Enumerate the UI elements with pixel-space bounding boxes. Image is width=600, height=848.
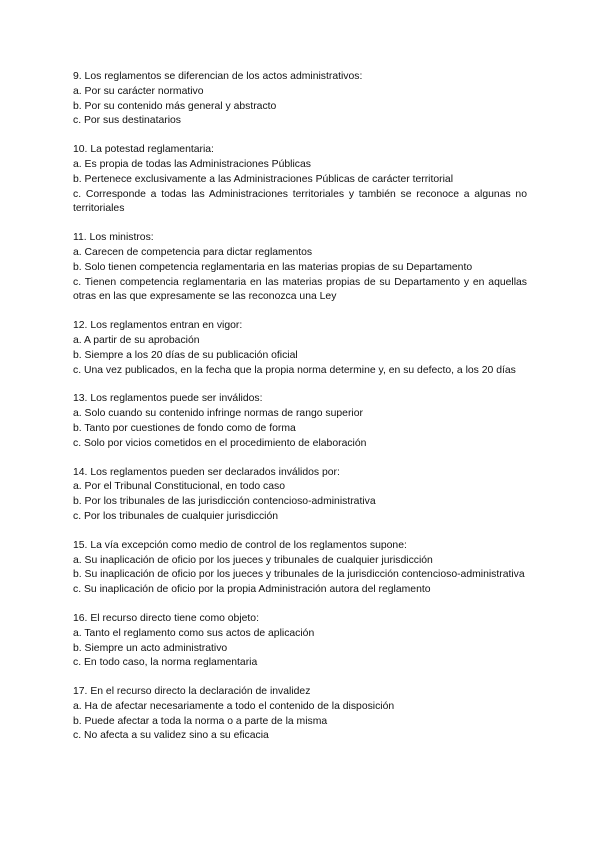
answer-option-a: a. Carecen de competencia para dictar reglamentos bbox=[73, 246, 313, 258]
question-title: 17. En el recurso directo la declaración de invalidez bbox=[73, 686, 311, 698]
question-9 bbox=[73, 70, 527, 129]
answer-option-c: c. No afecta a su validez sino a su eficacia bbox=[73, 730, 269, 742]
question-11 bbox=[73, 231, 527, 305]
answer-option-c: c. Corresponde a todas las Administraciones territoriales y también se reconoce a algunas no territoriales bbox=[73, 188, 527, 215]
question-title: 11. Los ministros: bbox=[73, 232, 154, 244]
answer-option-c: c. Por los tribunales de cualquier jurisdicción bbox=[73, 510, 279, 522]
question-title: 10. La potestad reglamentaria: bbox=[73, 144, 214, 156]
answer-option-c: c. Solo por vicios cometidos en el procedimiento de elaboración bbox=[73, 437, 367, 449]
answer-option-a: a. Solo cuando su contenido infringe normas de rango superior bbox=[73, 408, 363, 420]
question-10 bbox=[73, 143, 527, 217]
answer-option-c: c. En todo caso, la norma reglamentaria bbox=[73, 657, 258, 669]
answer-option-a: a. Ha de afectar necesariamente a todo el contenido de la disposición bbox=[73, 700, 395, 712]
question-16 bbox=[73, 612, 527, 671]
question-title: 14. Los reglamentos pueden ser declarados inválidos por: bbox=[73, 466, 340, 478]
answer-option-b: b. Su inaplicación de oficio por los jueces y tribunales de la jurisdicción contencioso-administrativa bbox=[73, 569, 525, 581]
question-title: 12. Los reglamentos entran en vigor: bbox=[73, 320, 243, 332]
question-14 bbox=[73, 466, 527, 525]
answer-option-b: b. Tanto por cuestiones de fondo como de forma bbox=[73, 422, 296, 434]
answer-option-c: c. Por sus destinatarios bbox=[73, 115, 181, 127]
answer-option-b: b. Siempre a los 20 días de su publicación oficial bbox=[73, 349, 298, 361]
question-title: 13. Los reglamentos puede ser inválidos: bbox=[73, 393, 263, 405]
answer-option-b: b. Puede afectar a toda la norma o a parte de la misma bbox=[73, 715, 328, 727]
question-title: 16. El recurso directo tiene como objeto: bbox=[73, 612, 259, 624]
answer-option-b: b. Siempre un acto administrativo bbox=[73, 642, 228, 654]
question-title: 9. Los reglamentos se diferencian de los actos administrativos: bbox=[73, 71, 363, 82]
answer-option-b: b. Solo tienen competencia reglamentaria en las materias propias de su Departamento bbox=[73, 261, 473, 273]
answer-option-c: c. Una vez publicados, en la fecha que la propia norma determine y, en su defecto, a los 20 días bbox=[73, 364, 516, 376]
answer-option-a: a. Es propia de todas las Administraciones Públicas bbox=[73, 158, 311, 170]
answer-option-c: c. Tienen competencia reglamentaria en las materias propias de su Departamento y en aquellas otras en las que expresamente se las reconozca una Ley bbox=[73, 276, 527, 303]
question-12 bbox=[73, 319, 527, 378]
answer-option-b: b. Por su contenido más general y abstracto bbox=[73, 100, 277, 112]
answer-option-a: a. A partir de su aprobación bbox=[73, 334, 200, 346]
question-15 bbox=[73, 539, 527, 598]
answer-option-a: a. Por el Tribunal Constitucional, en todo caso bbox=[73, 481, 285, 493]
answer-option-b: b. Pertenece exclusivamente a las Administraciones Públicas de carácter territorial bbox=[73, 173, 454, 185]
question-title: 15. La vía excepción como medio de control de los reglamentos supone: bbox=[73, 539, 407, 551]
answer-option-c: c. Su inaplicación de oficio por la propia Administración autora del reglamento bbox=[73, 584, 431, 596]
answer-option-a: a. Tanto el reglamento como sus actos de aplicación bbox=[73, 627, 315, 639]
answer-option-a: a. Su inaplicación de oficio por los jueces y tribunales de cualquier jurisdicción bbox=[73, 554, 433, 566]
questions-list bbox=[73, 70, 527, 758]
answer-option-b: b. Por los tribunales de las jurisdicción contencioso-administrativa bbox=[73, 496, 376, 508]
question-13 bbox=[73, 392, 527, 451]
answer-option-a: a. Por su carácter normativo bbox=[73, 85, 204, 97]
question-17 bbox=[73, 685, 527, 744]
